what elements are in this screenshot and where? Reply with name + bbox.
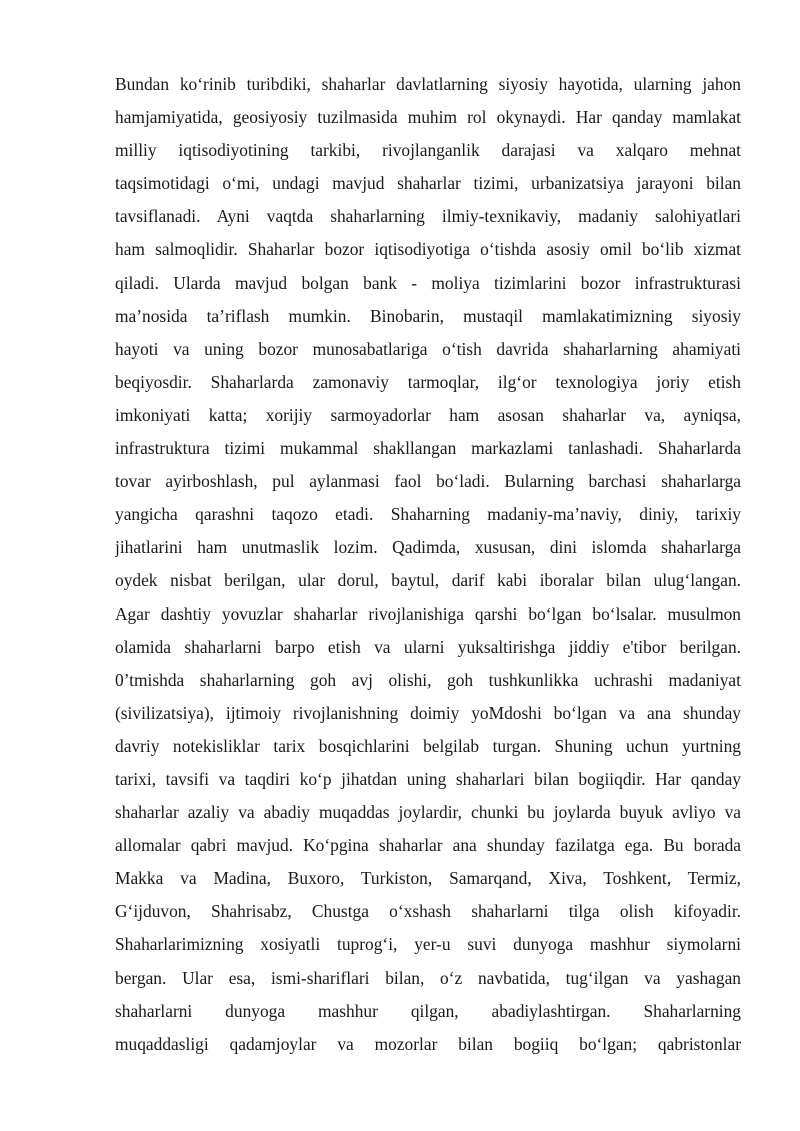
text-line: davriy notekisliklar tarix bosqichlarini belgilab turgan. Shuning uchun yurtning — [115, 735, 741, 756]
text-line: allomalar qabri mavjud. Ko‘pgina shaharlar ana shunday fazilatga ega. Bu borada — [115, 835, 741, 856]
text-line: bergan. Ular esa, ismi-shariflari bilan, o‘z navbatida, tug‘ilgan va yashagan — [115, 967, 741, 988]
text-line: Shaharlarimizning xosiyatli tuprog‘i, yer-u suvi dunyoga mashhur siymolarni — [115, 934, 741, 955]
text-line: beqiyosdir. Shaharlarda zamonaviy tarmoqlar, ilg‘or texnologiya joriy etish — [115, 371, 741, 392]
text-line: ma’nosida ta’riflash mumkin. Binobarin, mustaqil mamlakatimizning siyosiy — [115, 305, 741, 326]
text-line: shaharlarni dunyoga mashhur qilgan, abadiylashtirgan. Shaharlarning — [115, 1000, 741, 1021]
text-line: G‘ijduvon, Shahrisabz, Chustga o‘xshash shaharlarni tilga olish kifoyadir. — [115, 901, 741, 922]
text-line: shaharlar azaliy va abadiy muqaddas joylardir, chunki bu joylarda buyuk avliyo va — [115, 802, 741, 823]
text-line: jihatlarini ham unutmaslik lozim. Qadimda, xususan, dini islomda shaharlarga — [115, 537, 741, 558]
text-line: yangicha qarashni taqozo etadi. Shaharning madaniy-ma’naviy, diniy, tarixiy — [115, 504, 741, 525]
text-line: ham salmoqlidir. Shaharlar bozor iqtisodiyotiga o‘tishda asosiy omil bo‘lib xizmat — [115, 239, 741, 260]
text-line: milliy iqtisodiyotining tarkibi, rivojlanganlik darajasi va xalqaro mehnat — [115, 140, 741, 161]
text-line: Agar dashtiy yovuzlar shaharlar rivojlanishiga qarshi bo‘lgan bo‘lsalar. musulmon — [115, 603, 741, 624]
text-line: imkoniyati katta; xorijiy sarmoyadorlar ham asosan shaharlar va, ayniqsa, — [115, 404, 741, 425]
text-line: hamjamiyatida, geosiyosiy tuzilmasida muhim rol okynaydi. Har qanday mamlakat — [115, 107, 741, 128]
text-line: qiladi. Ularda mavjud bolgan bank - moliya tizimlarini bozor infrastrukturasi — [115, 272, 741, 293]
text-line: (sivilizatsiya), ijtimoiy rivojlanishning doimiy yoMdoshi bo‘lgan va ana shunday — [115, 702, 741, 723]
text-line: tovar ayirboshlash, pul aylanmasi faol bo‘ladi. Bularning barchasi shaharlarga — [115, 471, 741, 492]
text-line: Makka va Madina, Buxoro, Turkiston, Samarqand, Xiva, Toshkent, Termiz, — [115, 868, 741, 889]
text-line: oydek nisbat berilgan, ular dorul, baytul, darif kabi iboralar bilan ulug‘langan. — [115, 570, 741, 591]
text-line: tavsiflanadi. Ayni vaqtda shaharlarning ilmiy-texnikaviy, madaniy salohiyatlari — [115, 206, 741, 227]
text-line: olamida shaharlarni barpo etish va ularni yuksaltirishga jiddiy e'tibor berilgan. — [115, 636, 741, 657]
text-line: taqsimotidagi o‘mi, undagi mavjud shaharlar tizimi, urbanizatsiya jarayoni bilan — [115, 173, 741, 194]
text-line: Bundan ko‘rinib turibdiki, shaharlar davlatlarning siyosiy hayotida, ularning jahon — [115, 74, 741, 94]
text-line: 0’tmishda shaharlarning goh avj olishi, goh tushkunlikka uchrashi madaniyat — [115, 669, 741, 690]
text-line: infrastruktura tizimi mukammal shakllangan markazlami tanlashadi. Shaharlarda — [115, 438, 741, 459]
text-line: hayoti va uning bozor munosabatlariga o‘tish davrida shaharlarning ahamiyati — [115, 338, 741, 359]
text-line: tarixi, tavsifi va taqdiri ko‘p jihatdan uning shaharlari bilan bogiiqdir. Har qanday — [115, 768, 741, 789]
text-line: muqaddasligi qadamjoylar va mozorlar bilan bogiiq bo‘lgan; qabristonlar — [115, 1033, 741, 1054]
body-paragraph — [115, 68, 741, 1061]
